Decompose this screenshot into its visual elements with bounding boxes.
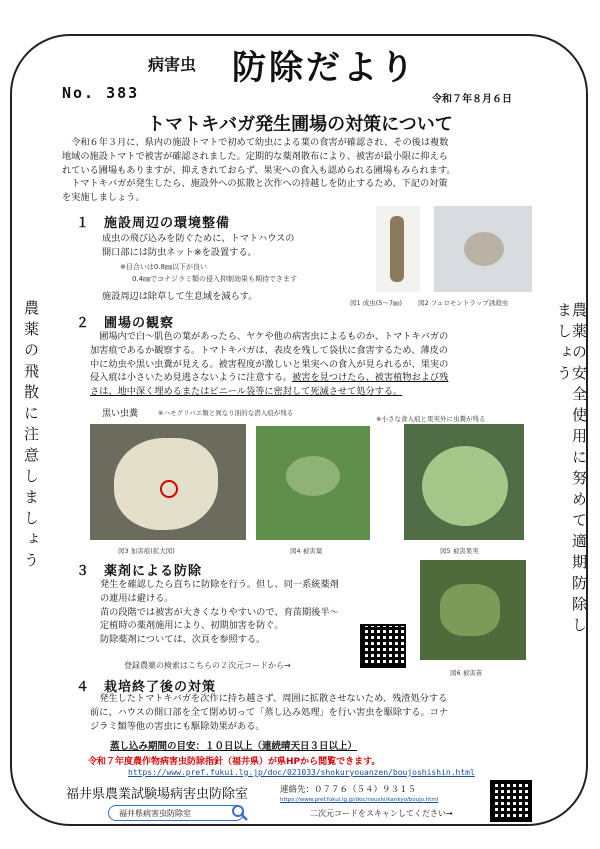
section-4-line: 発生したトマトキバガを次作に持ち越さず、周囲に拡散させないため、残渣処分する: [99, 693, 448, 704]
fig2-caption: 図2 フェロモントラップ誘殺虫: [418, 299, 509, 307]
net-note-1: ※目合いは0.8㎜以下が良い: [120, 263, 207, 271]
section-4-heading: ４ 栽培終了後の対策: [76, 680, 217, 695]
section-2-line: 中に幼虫や黒い虫糞が見える。被害程度が激しいと果実への食入が見られるが、果実の: [90, 358, 449, 370]
fig2-photo: [434, 206, 532, 292]
section-4-body: [90, 692, 544, 733]
fig3-photo: [90, 424, 246, 540]
qr-scan-hint: 二次元コードをスキャンしてください→: [310, 809, 453, 818]
fig4-photo: [256, 426, 370, 540]
article-title: トマトキバガ発生圃場の対策について: [147, 114, 453, 135]
section-1-line: 成虫の飛び込みを防ぐために、トマトハウスの: [102, 233, 295, 244]
fig6-photo: [420, 560, 526, 660]
section-3-line: 定植時の薬剤施用により、初期加害を防ぐ。: [100, 620, 284, 632]
side-note-left: 農薬の飛散に注意しましょう: [22, 300, 40, 573]
issue-date: 令和７年８月６日: [432, 94, 512, 105]
section-3-line: 発生を確認したら直ちに防除を行う。但し、同一系統薬剤: [100, 579, 339, 590]
section-1-heading: １ 施設周辺の環境整備: [76, 216, 231, 231]
section-4-line: ジラミ類等他の害虫にも駆除効果がある。: [90, 720, 265, 732]
guideline-notice: 令和７年度農作物病害虫防除指針（福井県）が県HPから閲覧できます。: [88, 757, 381, 767]
section-1-weeding: 施設周辺は除草して生息域を減らす。: [102, 291, 258, 302]
fig1-caption: 図1 成虫(5～7㎜): [350, 299, 403, 307]
section-3-line: 苗の段階では被害が大きくなりやすいので、育苗期後半～: [100, 606, 339, 618]
fruit-note: ※小さな食入痕と果実外に虫糞が残る: [376, 415, 486, 423]
section-3-line: の連用は避ける。: [100, 592, 174, 604]
intro-line: 地域の施設トマトで被害が確認されました。定期的な薬剤散布により、被害が最小限に抑えら: [62, 150, 448, 162]
frass-label: 黒い虫糞: [102, 409, 139, 419]
office-homepage-link[interactable]: https://www.pref.fukui.lg.jp/doc/noushi/kankyo/boujo.html: [280, 797, 439, 803]
fig5-caption: 図5 被害果実: [440, 547, 479, 555]
section-2-line: 侵入痕は小さいため見逃さないように注意する。: [90, 372, 293, 384]
frass-note: ※ハモグリバエ類と異なり面的な潜入痕が残る: [158, 409, 294, 417]
side-note-right: 農薬の安全使用に努めて適期防除しましょう: [555, 302, 588, 638]
steaming-guideline: 蒸し込み期間の目安：１０日以上（連続晴天日３日以上）: [110, 741, 358, 752]
contact-phone: 連絡先：０７７６（５４）９３１５: [280, 785, 417, 795]
net-note-2: 0.4㎜でコナジラミ類の侵入抑制効果も期待できます: [132, 275, 297, 283]
section-2-warning: 被害を見つけたら、被害植物および残: [292, 372, 449, 384]
section-1-body: [102, 232, 362, 260]
section-4-line: 前に、ハウスの開口部を全て閉め切って「蒸し込み処理」を行い害虫を駆除する。コナ: [90, 706, 449, 718]
issue-number: No. 383: [62, 84, 140, 102]
search-icon[interactable]: [230, 803, 250, 823]
pesticide-qr-code[interactable]: [360, 624, 406, 668]
section-2-warning-cont: さは、地中深く埋めるまたはビニール袋等に密封して死滅させて処分する。: [90, 386, 403, 398]
search-text: 福井県病害虫防除室: [119, 809, 191, 818]
fig6-caption: 図6 被害苗: [450, 669, 483, 677]
fig5-photo: [404, 424, 524, 540]
section-2-line: 圃場内で白～肌色の葉があったら、ヤケや他の病害虫によるものか、トマトキバガの: [99, 331, 449, 342]
section-2-body: [90, 330, 544, 399]
intro-line: を実施しましょう。: [62, 192, 145, 204]
fig1-photo: [376, 206, 420, 292]
pesticide-search-text: 登録農薬の検索はこちらの２次元コードから→: [124, 661, 291, 670]
office-qr-code[interactable]: [490, 780, 532, 822]
fig4-caption: 図4 被害葉: [290, 547, 323, 555]
section-2-line: 加害痕であるか観察する。トマトキバガは、表皮を残して袋状に食害するため、薄皮の: [90, 344, 448, 356]
intro-line: 令和６年３月に、県内の施設トマトで初めて幼虫による葉の食害が確認され、その後は複数: [71, 137, 449, 148]
intro-line: れている圃場もありますが、抑えきれておらず、果実への食入も認められる圃場もみられます。: [62, 164, 456, 176]
section-1-line: 開口部には防虫ネット※を設置する。: [102, 246, 257, 258]
section-3-line: 防除薬剤については、次頁を参照する。: [100, 634, 266, 646]
intro-paragraph: [62, 136, 540, 205]
section-2-heading: ２ 圃場の観察: [76, 316, 175, 331]
organization-name: 福井県農業試験場病害虫防除室: [66, 787, 249, 802]
search-box[interactable]: [108, 805, 244, 821]
section-3-heading: ３ 薬剤による防除: [76, 564, 203, 579]
header-label-small: 病害虫: [148, 55, 197, 74]
intro-line: トマトキバガが発生したら、施設外への拡散と次作への持越しを防止するため、下記の対策: [71, 178, 448, 190]
fig3-caption: 図3 加害痕(拡大図): [118, 547, 175, 555]
guideline-link[interactable]: https://www.pref.fukui.lg.jp/doc/021033/shokuryouanzen/boujoshishin.html: [128, 768, 475, 777]
header-title: 防除だより: [232, 48, 417, 88]
